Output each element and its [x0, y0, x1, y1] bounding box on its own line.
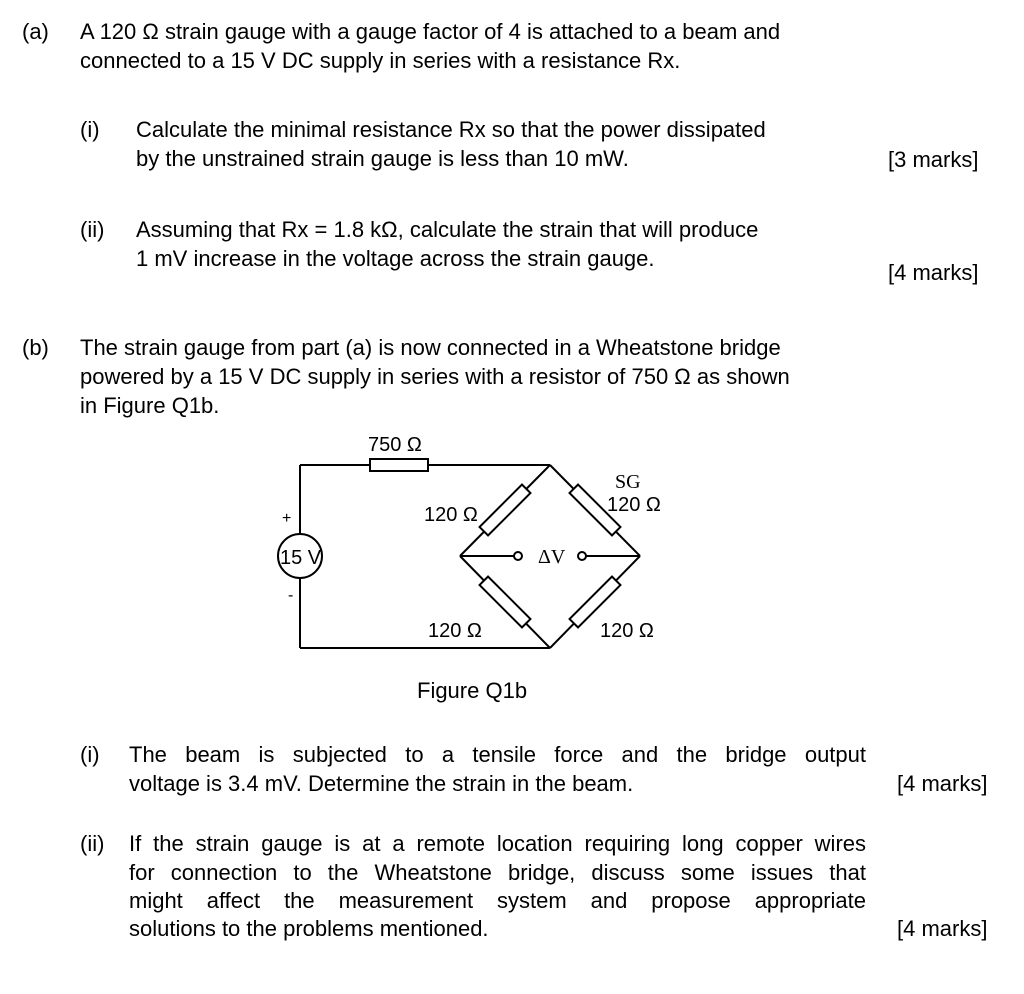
part-a-ii-label: (ii) [80, 217, 105, 242]
part-b-ii-line-1: If the strain gauge is at a remote location requiring long copper wires [129, 831, 866, 856]
resistor-bottom-left [480, 577, 531, 628]
bottom-left-arm-label: 120 Ω [428, 620, 482, 642]
part-a-ii-line-1: Assuming that Rx = 1.8 kΩ, calculate the strain that will produce [136, 217, 759, 242]
part-a-label: (a) [22, 19, 49, 44]
top-left-arm-label: 120 Ω [424, 504, 478, 526]
part-b-ii-label: (ii) [80, 831, 105, 856]
part-a-ii-marks: [4 marks] [888, 260, 979, 285]
part-a-i-marks: [3 marks] [888, 147, 979, 172]
part-b-ii-line-2: for connection to the Wheatstone bridge, discuss some issues that [129, 860, 866, 885]
plus-sign: + [282, 510, 292, 527]
bottom-right-arm-label: 120 Ω [600, 620, 654, 642]
part-a-i-line-2: by the unstrained strain gauge is less than 10 mW. [136, 146, 629, 171]
series-resistor [370, 459, 428, 471]
part-b-intro-line-1: The strain gauge from part (a) is now connected in a Wheatstone bridge [80, 335, 781, 360]
sg-label: SG [615, 471, 641, 493]
part-b-ii-line-4: solutions to the problems mentioned. [129, 916, 489, 941]
part-b-ii-marks: [4 marks] [897, 916, 988, 941]
minus-sign: - [288, 587, 294, 604]
part-a-i-label: (i) [80, 117, 100, 142]
part-b-intro-line-3: in Figure Q1b. [80, 393, 220, 418]
part-b-i-label: (i) [80, 742, 100, 767]
part-a-i-line-1: Calculate the minimal resistance Rx so that the power dissipated [136, 117, 766, 142]
resistor-top-left [480, 485, 531, 536]
part-a-intro-line-1: A 120 Ω strain gauge with a gauge factor of 4 is attached to a beam and [80, 19, 781, 44]
part-b-label: (b) [22, 335, 49, 360]
output-voltage-label: ΔV [538, 546, 566, 568]
part-a-intro-line-2: connected to a 15 V DC supply in series with a resistance Rx. [80, 48, 681, 73]
top-right-arm-label: 120 Ω [607, 494, 661, 516]
figure-caption: Figure Q1b [417, 678, 528, 703]
output-terminal-left [514, 552, 522, 560]
part-b-intro-line-2: powered by a 15 V DC supply in series with a resistor of 750 Ω as shown [80, 364, 790, 389]
part-b-i-marks: [4 marks] [897, 771, 988, 796]
series-resistor-label: 750 Ω [368, 434, 422, 456]
part-a-ii-line-2: 1 mV increase in the voltage across the strain gauge. [136, 246, 655, 271]
part-b-ii-line-3: might affect the measurement system and propose appropriate [129, 888, 866, 913]
output-terminal-right [578, 552, 586, 560]
part-b-i-line-1: The beam is subjected to a tensile force and the bridge output [129, 742, 866, 767]
supply-label: 15 V [280, 547, 322, 569]
part-b-i-line-2: voltage is 3.4 mV. Determine the strain in the beam. [129, 771, 634, 796]
